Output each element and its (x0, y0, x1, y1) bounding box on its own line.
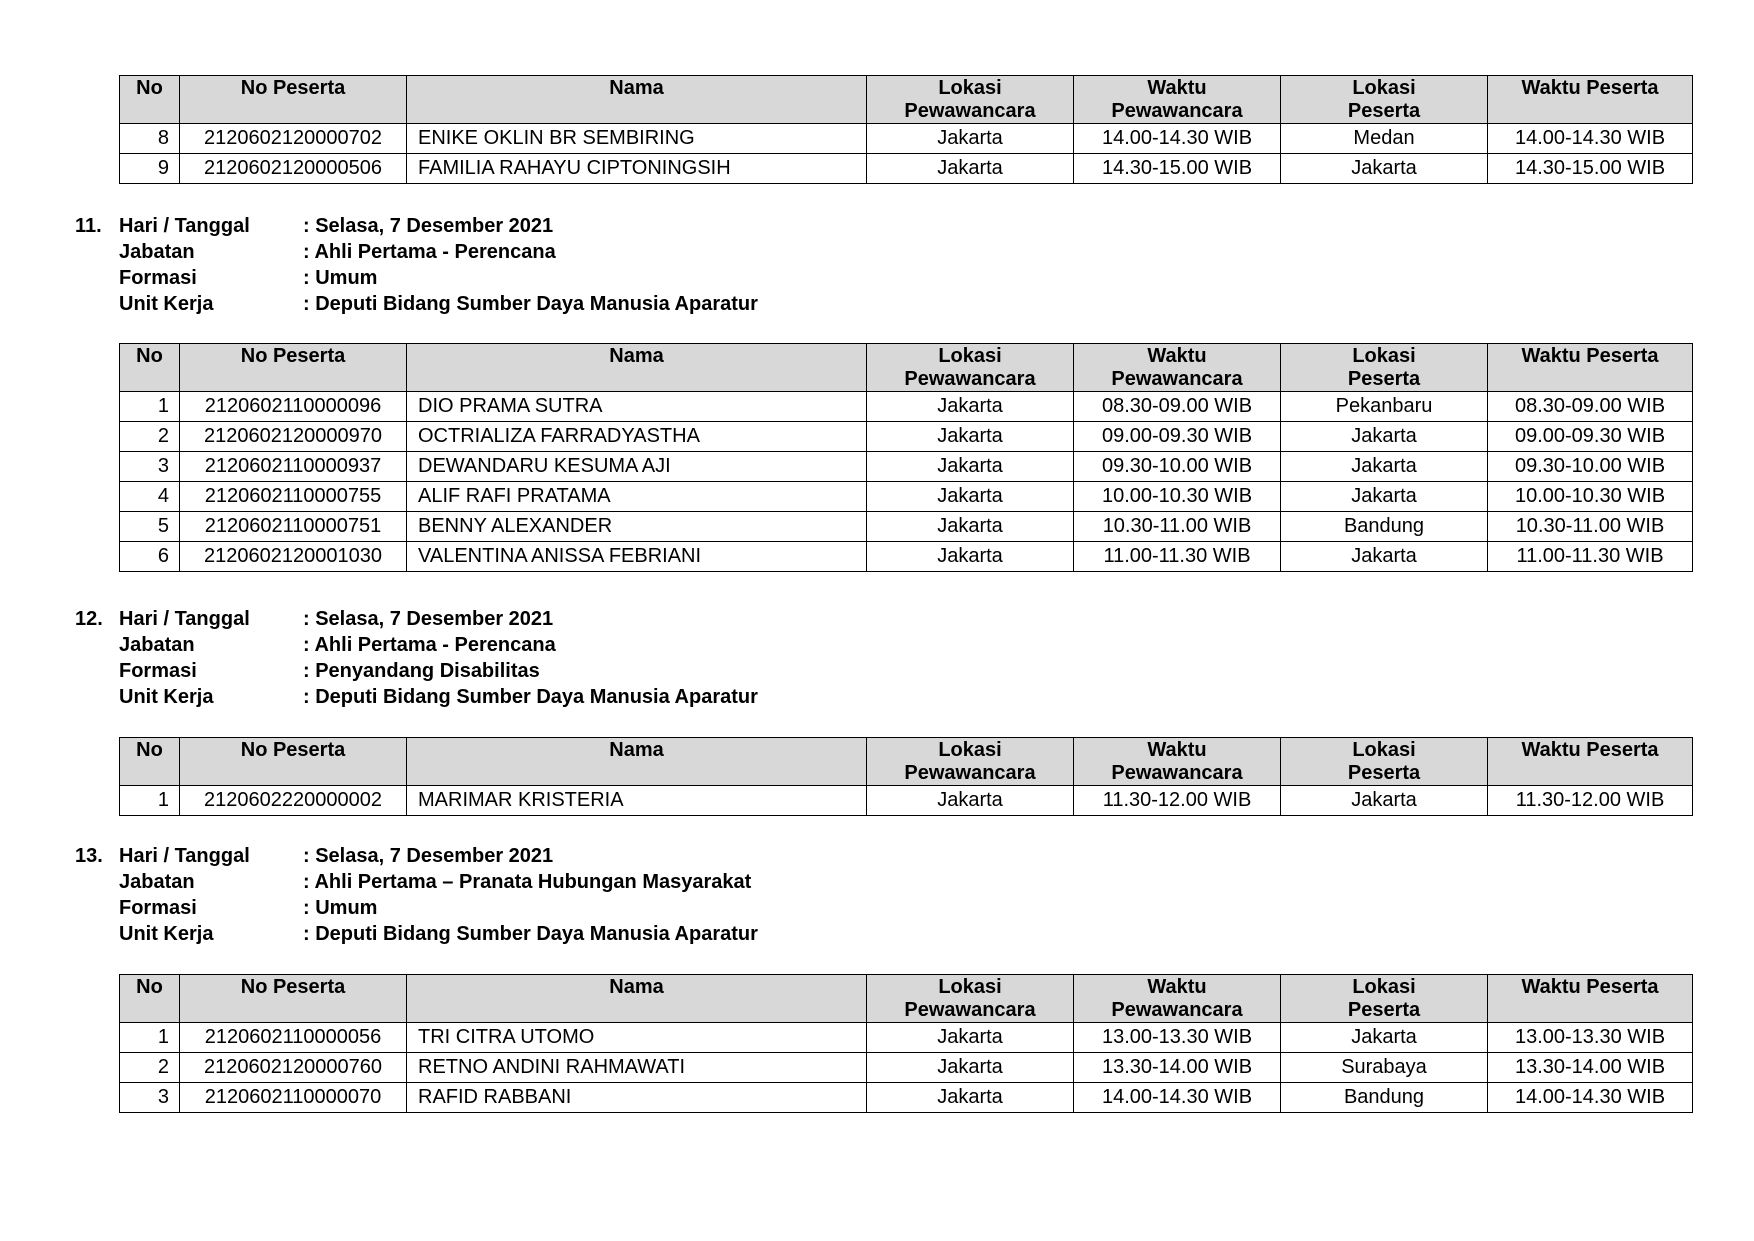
col-header-nama: Nama (407, 738, 867, 786)
cell-waktu-pewawancara: 14.00-14.30 WIB (1074, 124, 1281, 154)
col-header-no-peserta: No Peserta (180, 975, 407, 1023)
cell-lokasi-peserta: Jakarta (1281, 422, 1488, 452)
cell-waktu-pewawancara: 13.30-14.00 WIB (1074, 1053, 1281, 1083)
col-header-no-peserta: No Peserta (180, 738, 407, 786)
cell-nama: DIO PRAMA SUTRA (407, 392, 867, 422)
table-row (120, 1083, 1693, 1113)
value-jabatan: : Ahli Pertama – Pranata Hubungan Masyarakat (303, 871, 752, 893)
cell-no-peserta: 2120602110000751 (180, 512, 407, 542)
col-header-lokasi-pewawancara: Lokasi Pewawancara (867, 975, 1074, 1023)
table-header-row (120, 975, 1693, 1023)
cell-waktu-pewawancara: 10.00-10.30 WIB (1074, 482, 1281, 512)
cell-waktu-peserta: 11.30-12.00 WIB (1488, 786, 1693, 816)
label-formasi: Formasi (119, 897, 197, 919)
col-header-no-peserta: No Peserta (180, 76, 407, 124)
label-unit-kerja: Unit Kerja (119, 686, 214, 708)
cell-no: 9 (120, 154, 180, 184)
cell-no: 3 (120, 1083, 180, 1113)
cell-waktu-pewawancara: 10.30-11.00 WIB (1074, 512, 1281, 542)
cell-waktu-peserta: 09.00-09.30 WIB (1488, 422, 1693, 452)
cell-nama: RAFID RABBANI (407, 1083, 867, 1113)
col-header-no: No (120, 738, 180, 786)
table-row (120, 786, 1693, 816)
cell-lokasi-pewawancara: Jakarta (867, 422, 1074, 452)
cell-waktu-peserta: 13.30-14.00 WIB (1488, 1053, 1693, 1083)
value-formasi: : Penyandang Disabilitas (303, 660, 540, 682)
cell-lokasi-peserta: Jakarta (1281, 154, 1488, 184)
cell-no: 1 (120, 1023, 180, 1053)
cell-lokasi-pewawancara: Jakarta (867, 1083, 1074, 1113)
col-header-lokasi-pewawancara: Lokasi Pewawancara (867, 738, 1074, 786)
label-hari: Hari / Tanggal (119, 215, 250, 237)
cell-no-peserta: 2120602110000096 (180, 392, 407, 422)
cell-no-peserta: 2120602110000070 (180, 1083, 407, 1113)
table-row (120, 482, 1693, 512)
cell-lokasi-pewawancara: Jakarta (867, 542, 1074, 572)
col-header-nama: Nama (407, 344, 867, 392)
col-header-waktu-pewawancara: Waktu Pewawancara (1074, 738, 1281, 786)
col-header-lokasi-peserta: Lokasi Peserta (1281, 738, 1488, 786)
cell-waktu-peserta: 14.00-14.30 WIB (1488, 124, 1693, 154)
cell-waktu-peserta: 14.00-14.30 WIB (1488, 1083, 1693, 1113)
value-formasi: : Umum (303, 267, 378, 289)
cell-no: 4 (120, 482, 180, 512)
section-13-info (75, 843, 758, 947)
cell-no-peserta: 2120602120000760 (180, 1053, 407, 1083)
cell-nama: OCTRIALIZA FARRADYASTHA (407, 422, 867, 452)
cell-lokasi-pewawancara: Jakarta (867, 154, 1074, 184)
cell-lokasi-peserta: Pekanbaru (1281, 392, 1488, 422)
cell-waktu-peserta: 11.00-11.30 WIB (1488, 542, 1693, 572)
cell-no: 2 (120, 422, 180, 452)
cell-waktu-peserta: 10.30-11.00 WIB (1488, 512, 1693, 542)
table-row (120, 542, 1693, 572)
col-header-lokasi-peserta: Lokasi Peserta (1281, 76, 1488, 124)
cell-waktu-pewawancara: 09.30-10.00 WIB (1074, 452, 1281, 482)
cell-lokasi-peserta: Surabaya (1281, 1053, 1488, 1083)
col-header-no: No (120, 975, 180, 1023)
schedule-table-11 (119, 343, 1693, 572)
value-jabatan: : Ahli Pertama - Perencana (303, 241, 556, 263)
label-jabatan: Jabatan (119, 241, 195, 263)
col-header-waktu-peserta: Waktu Peserta (1488, 344, 1693, 392)
col-header-lokasi-peserta: Lokasi Peserta (1281, 975, 1488, 1023)
cell-lokasi-pewawancara: Jakarta (867, 512, 1074, 542)
cell-waktu-peserta: 14.30-15.00 WIB (1488, 154, 1693, 184)
table-header-row (120, 738, 1693, 786)
table-row (120, 1053, 1693, 1083)
schedule-table-continued (119, 75, 1693, 184)
table-row (120, 124, 1693, 154)
cell-lokasi-pewawancara: Jakarta (867, 392, 1074, 422)
cell-no: 5 (120, 512, 180, 542)
cell-nama: RETNO ANDINI RAHMAWATI (407, 1053, 867, 1083)
cell-lokasi-pewawancara: Jakarta (867, 786, 1074, 816)
cell-lokasi-peserta: Jakarta (1281, 542, 1488, 572)
section-number: 11. (75, 215, 102, 237)
cell-no: 1 (120, 786, 180, 816)
cell-nama: TRI CITRA UTOMO (407, 1023, 867, 1053)
cell-no-peserta: 2120602120000506 (180, 154, 407, 184)
value-jabatan: : Ahli Pertama - Perencana (303, 634, 556, 656)
cell-no: 8 (120, 124, 180, 154)
col-header-nama: Nama (407, 76, 867, 124)
value-unit-kerja: : Deputi Bidang Sumber Daya Manusia Aparatur (303, 293, 758, 315)
label-formasi: Formasi (119, 660, 197, 682)
cell-lokasi-pewawancara: Jakarta (867, 1053, 1074, 1083)
cell-lokasi-peserta: Jakarta (1281, 482, 1488, 512)
cell-lokasi-peserta: Jakarta (1281, 1023, 1488, 1053)
cell-nama: VALENTINA ANISSA FEBRIANI (407, 542, 867, 572)
cell-waktu-pewawancara: 13.00-13.30 WIB (1074, 1023, 1281, 1053)
label-hari: Hari / Tanggal (119, 845, 250, 867)
cell-lokasi-pewawancara: Jakarta (867, 482, 1074, 512)
col-header-waktu-peserta: Waktu Peserta (1488, 975, 1693, 1023)
value-formasi: : Umum (303, 897, 378, 919)
col-header-waktu-peserta: Waktu Peserta (1488, 76, 1693, 124)
value-unit-kerja: : Deputi Bidang Sumber Daya Manusia Aparatur (303, 923, 758, 945)
cell-waktu-peserta: 10.00-10.30 WIB (1488, 482, 1693, 512)
col-header-waktu-pewawancara: Waktu Pewawancara (1074, 344, 1281, 392)
section-number: 13. (75, 845, 103, 867)
cell-no-peserta: 2120602220000002 (180, 786, 407, 816)
cell-no: 2 (120, 1053, 180, 1083)
cell-lokasi-peserta: Bandung (1281, 1083, 1488, 1113)
col-header-waktu-peserta: Waktu Peserta (1488, 738, 1693, 786)
col-header-nama: Nama (407, 975, 867, 1023)
cell-nama: FAMILIA RAHAYU CIPTONINGSIH (407, 154, 867, 184)
cell-lokasi-peserta: Medan (1281, 124, 1488, 154)
table-row (120, 512, 1693, 542)
cell-waktu-pewawancara: 11.30-12.00 WIB (1074, 786, 1281, 816)
table-header-row (120, 76, 1693, 124)
label-hari: Hari / Tanggal (119, 608, 250, 630)
col-header-lokasi-pewawancara: Lokasi Pewawancara (867, 76, 1074, 124)
cell-lokasi-peserta: Jakarta (1281, 786, 1488, 816)
cell-no-peserta: 2120602110000056 (180, 1023, 407, 1053)
col-header-waktu-pewawancara: Waktu Pewawancara (1074, 76, 1281, 124)
cell-lokasi-peserta: Bandung (1281, 512, 1488, 542)
cell-waktu-pewawancara: 14.00-14.30 WIB (1074, 1083, 1281, 1113)
col-header-waktu-pewawancara: Waktu Pewawancara (1074, 975, 1281, 1023)
cell-waktu-peserta: 09.30-10.00 WIB (1488, 452, 1693, 482)
value-unit-kerja: : Deputi Bidang Sumber Daya Manusia Aparatur (303, 686, 758, 708)
cell-nama: ALIF RAFI PRATAMA (407, 482, 867, 512)
value-hari: : Selasa, 7 Desember 2021 (303, 215, 554, 237)
cell-lokasi-pewawancara: Jakarta (867, 124, 1074, 154)
cell-nama: BENNY ALEXANDER (407, 512, 867, 542)
col-header-lokasi-peserta: Lokasi Peserta (1281, 344, 1488, 392)
cell-lokasi-pewawancara: Jakarta (867, 452, 1074, 482)
table-row (120, 1023, 1693, 1053)
value-hari: : Selasa, 7 Desember 2021 (303, 845, 554, 867)
cell-nama: MARIMAR KRISTERIA (407, 786, 867, 816)
col-header-no: No (120, 344, 180, 392)
value-hari: : Selasa, 7 Desember 2021 (303, 608, 554, 630)
cell-waktu-peserta: 13.00-13.30 WIB (1488, 1023, 1693, 1053)
cell-lokasi-pewawancara: Jakarta (867, 1023, 1074, 1053)
cell-no-peserta: 2120602120000970 (180, 422, 407, 452)
cell-no-peserta: 2120602110000937 (180, 452, 407, 482)
cell-lokasi-peserta: Jakarta (1281, 452, 1488, 482)
table-header-row (120, 344, 1693, 392)
cell-waktu-pewawancara: 14.30-15.00 WIB (1074, 154, 1281, 184)
label-unit-kerja: Unit Kerja (119, 923, 214, 945)
section-number: 12. (75, 608, 103, 630)
table-row (120, 452, 1693, 482)
col-header-no: No (120, 76, 180, 124)
label-unit-kerja: Unit Kerja (119, 293, 214, 315)
col-header-no-peserta: No Peserta (180, 344, 407, 392)
cell-no: 1 (120, 392, 180, 422)
cell-waktu-peserta: 08.30-09.00 WIB (1488, 392, 1693, 422)
section-12-info (75, 606, 758, 710)
table-row (120, 392, 1693, 422)
cell-no: 6 (120, 542, 180, 572)
table-row (120, 154, 1693, 184)
cell-waktu-pewawancara: 08.30-09.00 WIB (1074, 392, 1281, 422)
section-11-info (75, 213, 758, 317)
cell-no-peserta: 2120602120000702 (180, 124, 407, 154)
schedule-table-12 (119, 737, 1693, 816)
cell-no-peserta: 2120602110000755 (180, 482, 407, 512)
col-header-lokasi-pewawancara: Lokasi Pewawancara (867, 344, 1074, 392)
cell-waktu-pewawancara: 11.00-11.30 WIB (1074, 542, 1281, 572)
schedule-table-13 (119, 974, 1693, 1113)
cell-waktu-pewawancara: 09.00-09.30 WIB (1074, 422, 1281, 452)
table-row (120, 422, 1693, 452)
label-formasi: Formasi (119, 267, 197, 289)
cell-no: 3 (120, 452, 180, 482)
cell-nama: ENIKE OKLIN BR SEMBIRING (407, 124, 867, 154)
label-jabatan: Jabatan (119, 871, 195, 893)
cell-nama: DEWANDARU KESUMA AJI (407, 452, 867, 482)
label-jabatan: Jabatan (119, 634, 195, 656)
cell-no-peserta: 2120602120001030 (180, 542, 407, 572)
